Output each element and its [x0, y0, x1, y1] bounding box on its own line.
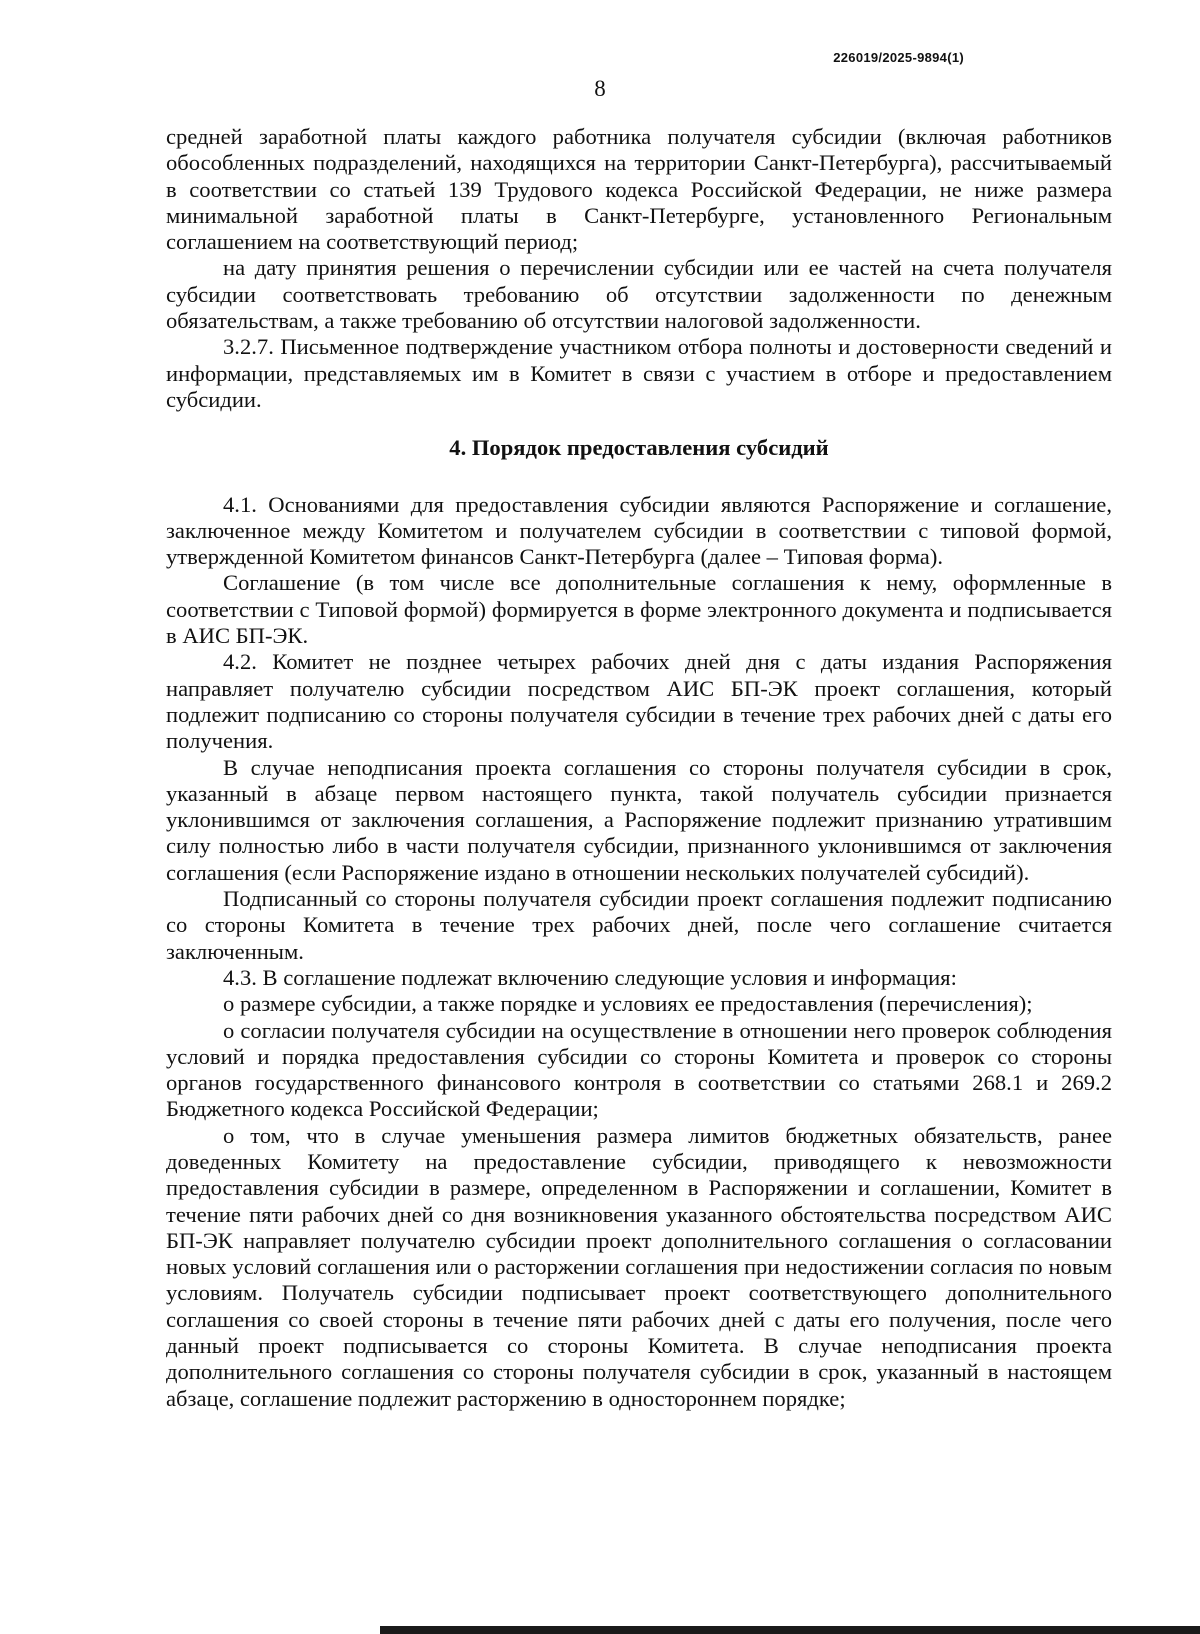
page-number: 8: [594, 76, 606, 101]
paragraph-4-3: 4.3. В соглашение подлежат включению следующие условия и информация:: [223, 964, 957, 990]
list-item: о размере субсидии, а также порядке и условиях ее предоставления (перечисления);: [223, 991, 1033, 1017]
paragraph-3-2-7: 3.2.7. Письменное подтверждение участником отбора полноты и достоверности сведений и информации, представляемых им в Комитет в связи с участием в отборе и предоставлением субсидии.: [166, 334, 1112, 412]
list-item: о согласии получателя субсидии на осуществление в отношении него проверок соблюдения условий и порядка предоставления субсидии со стороны Комитета и проверок со стороны органов государственного финансового контроля в соответствии со статьями 268.1 и 269.2 Бюджетного кодекса Российской Федерации;: [166, 1017, 1112, 1122]
section-heading: 4. Порядок предоставления субсидий: [449, 435, 829, 461]
paragraph-4-2: 4.2. Комитет не позднее четырех рабочих дней дня с даты издания Распоряжения направляет получателю субсидии посредством АИС БП-ЭК проект соглашения, который подлежит подписанию со стороны получателя субсидии в течение трех рабочих дней с даты его получения.: [166, 649, 1112, 754]
paragraph: на дату принятия решения о перечислении субсидии или ее частей на счета получателя субсидии соответствовать требованию об отсутствии задолженности по денежным обязательствам, а также требованию об отсутствии налоговой задолженности.: [166, 255, 1112, 334]
paragraph: Подписанный со стороны получателя субсидии проект соглашения подлежит подписанию со стороны Комитета в течение трех рабочих дней, после чего соглашение считается заключенным.: [166, 886, 1112, 964]
paragraph-continuation: средней заработной платы каждого работника получателя субсидии (включая работников обособленных подразделений, находящихся на территории Санкт-Петербурга), рассчитываемый в соответствии со статьей 139 Трудового кодекса Российской Федерации, не ниже размера минимальной заработной платы в Санкт-Петербурге, установленного Региональным соглашением на соответствующий период;: [166, 124, 1112, 255]
document-registration-number: 226019/2025-9894(1): [833, 50, 964, 65]
paragraph: Соглашение (в том числе все дополнительные соглашения к нему, оформленные в соответствии с Типовой формой) формируется в форме электронного документа и подписывается в АИС БП-ЭК.: [166, 570, 1112, 649]
paragraph-4-1: 4.1. Основаниями для предоставления субсидии являются Распоряжение и соглашение, заключенное между Комитетом и получателем субсидии в соответствии с типовой формой, утвержденной Комитетом финансов Санкт-Петербурга (далее – Типовая форма).: [166, 491, 1112, 570]
paragraph: В случае неподписания проекта соглашения со стороны получателя субсидии в срок, указанный в абзаце первом настоящего пункта, такой получатель субсидии признается уклонившимся от заключения соглашения, а Распоряжение подлежит признанию утратившим силу полностью либо в части получателя субсидии, признанного уклонившимся от заключения соглашения (если Распоряжение издано в отношении нескольких получателей субсидий).: [166, 754, 1112, 885]
scan-edge-line: [380, 1626, 1200, 1634]
list-item: о том, что в случае уменьшения размера лимитов бюджетных обязательств, ранее доведенных Комитету на предоставление субсидии, приводящего к невозможности предоставления субсидии в размере, определенном в Распоряжении и соглашении, Комитет в течение пяти рабочих дней со дня возникновения указанного обстоятельства посредством АИС БП-ЭК направляет получателю субсидии проект дополнительного соглашения о согласовании новых условий соглашения или о расторжении соглашения при недостижении согласия по новым условиям. Получатель субсидии подписывает проект соответствующего дополнительного соглашения со своей стороны в течение пяти рабочих дней с даты его получения, после чего данный проект подписывается со стороны Комитета. В случае неподписания проекта дополнительного соглашения со стороны получателя субсидии в срок, указанный в настоящем абзаце, соглашение подлежит расторжению в одностороннем порядке;: [166, 1122, 1112, 1411]
document-body: [166, 124, 1112, 1412]
